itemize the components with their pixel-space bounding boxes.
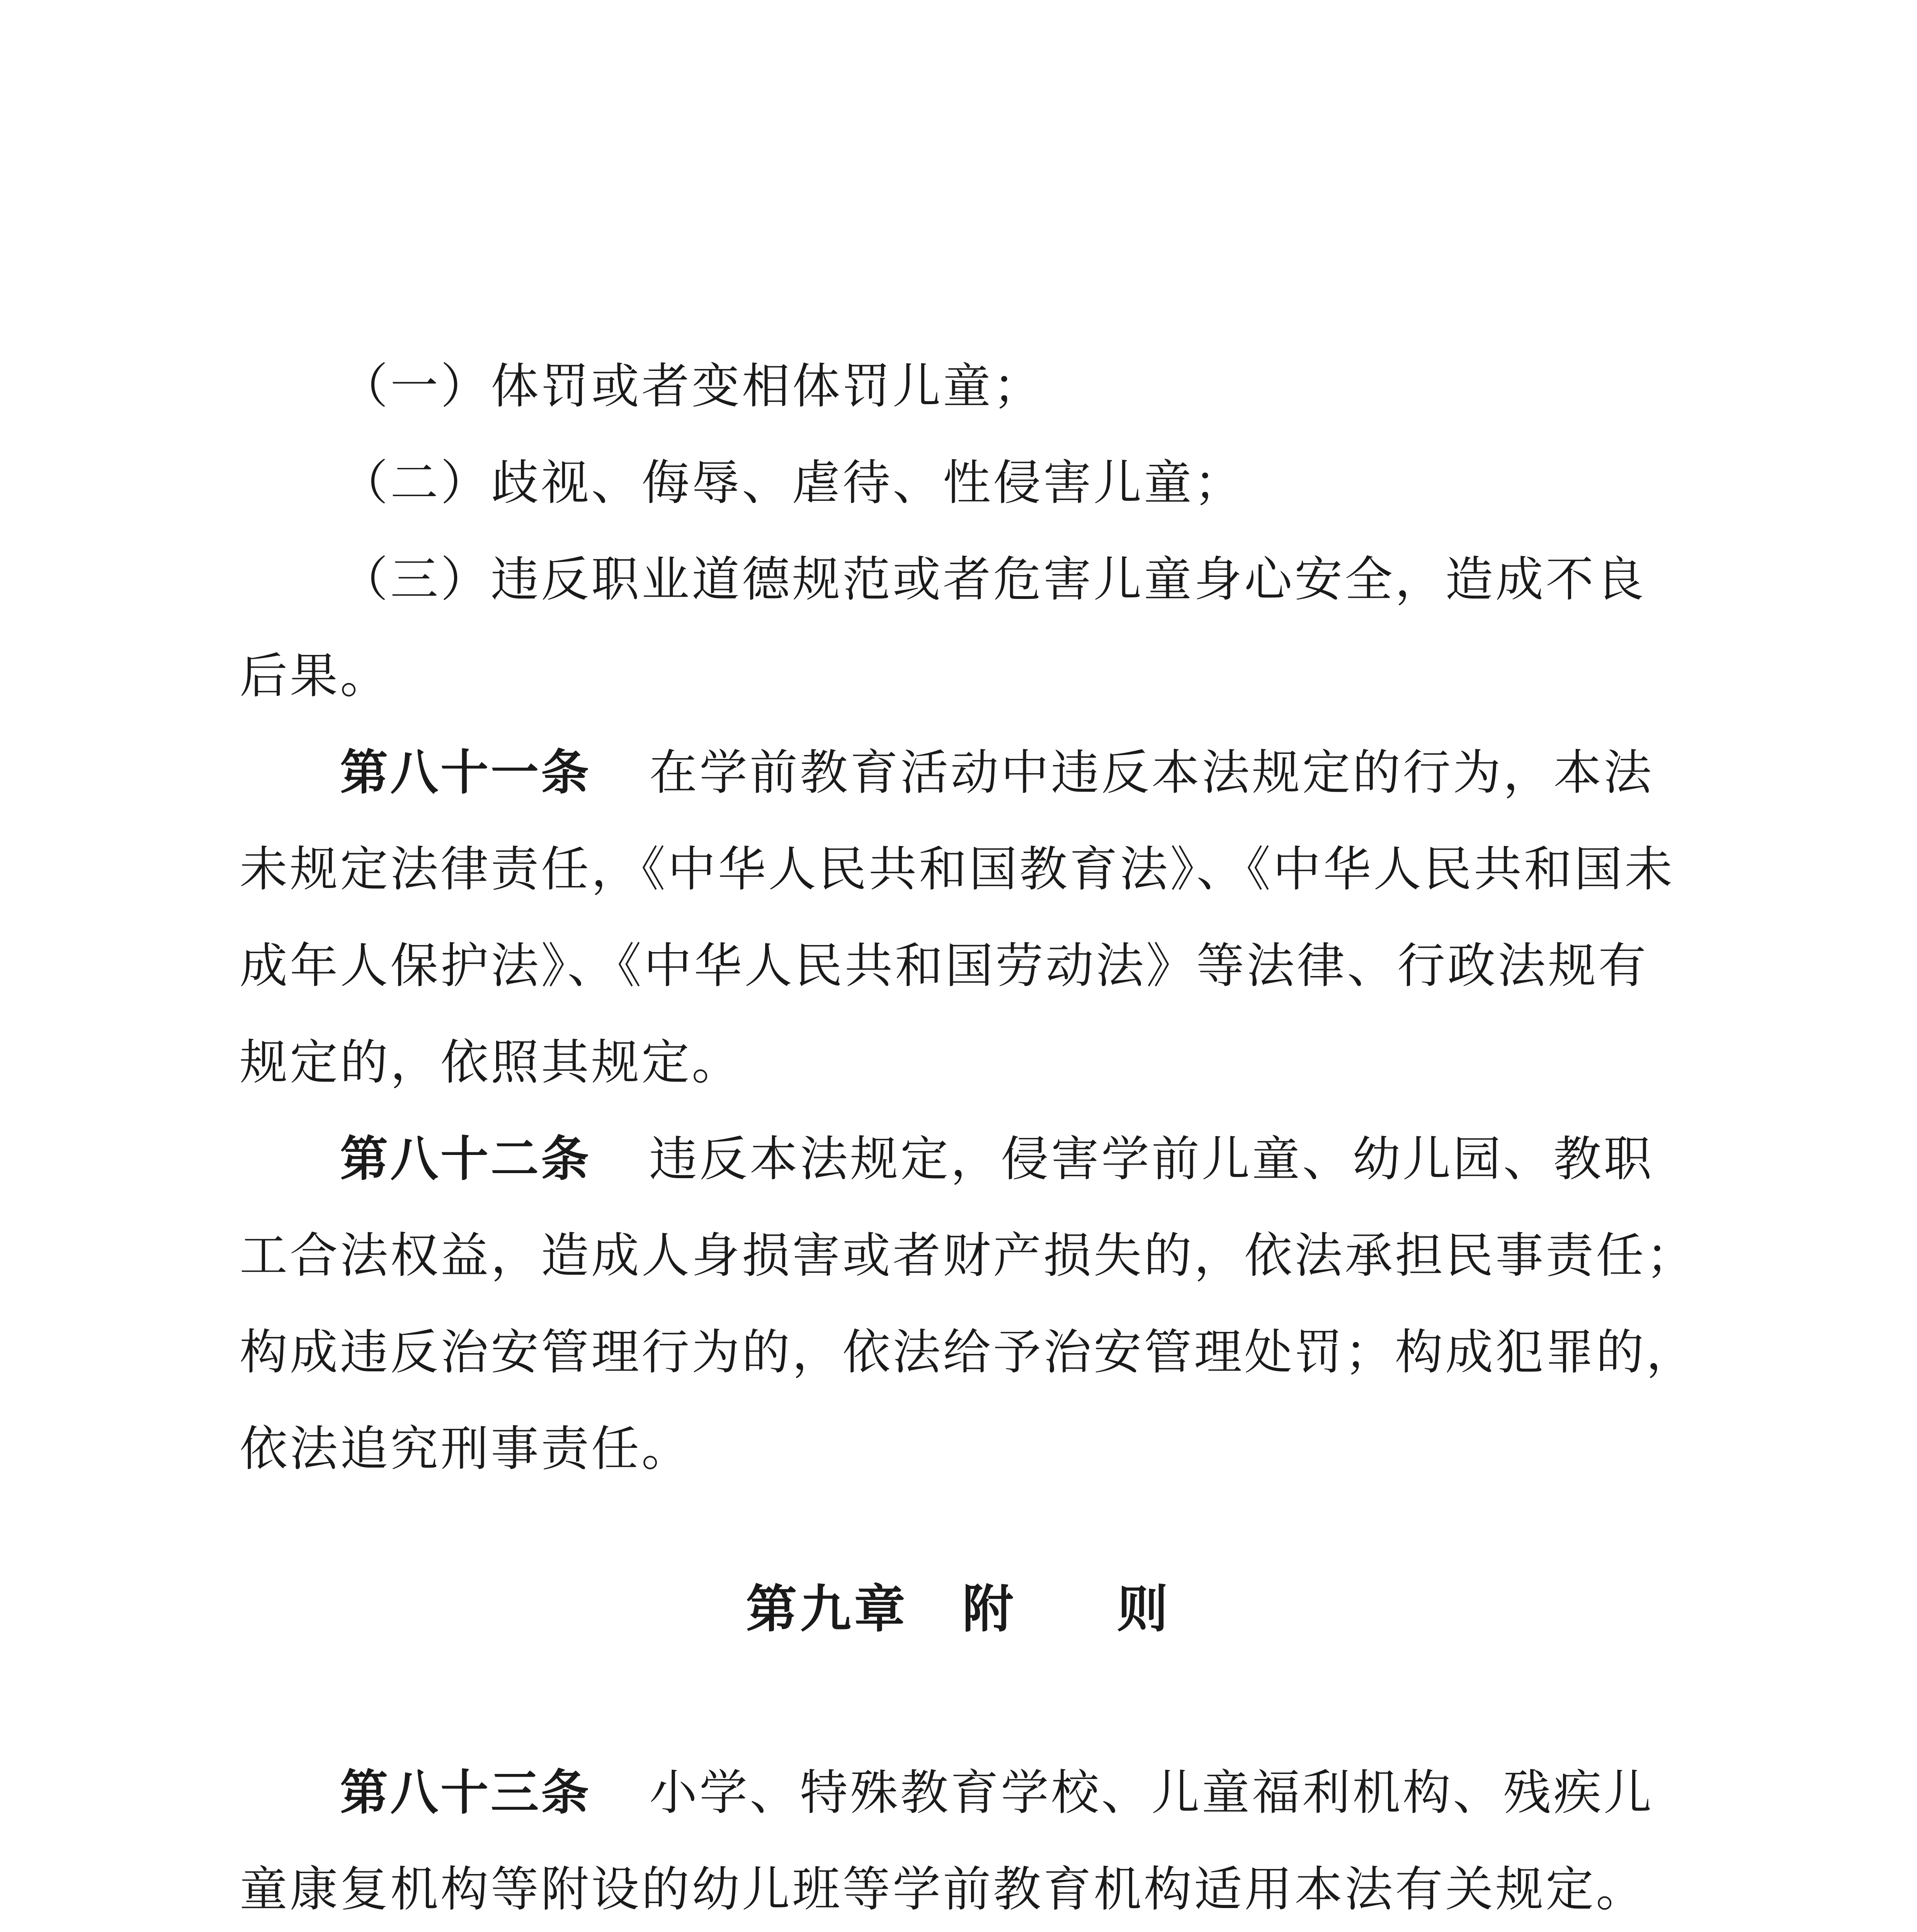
chapter-number: 第九章 (746, 1580, 908, 1639)
article-83-title: 第八十三条 (340, 1765, 592, 1821)
item-3-line-1: （三）违反职业道德规范或者危害儿童身心安全，造成不良 (340, 552, 1647, 607)
item-3-line-2: 后果。 (240, 648, 391, 704)
article-82-text: 违反本法规定，侵害学前儿童、幼儿园、教职 (649, 1131, 1654, 1187)
chapter-title-part-1: 附 (962, 1580, 1017, 1639)
article-81-title: 第八十一条 (340, 745, 592, 801)
article-82-line-1 (340, 1132, 1801, 1186)
article-82-title: 第八十二条 (340, 1131, 592, 1187)
article-83-line-1 (340, 1766, 1801, 1820)
article-82-line-2: 工合法权益，造成人身损害或者财产损失的，依法承担民事责任； (240, 1228, 1697, 1284)
article-81-line-4: 规定的，依照其规定。 (240, 1035, 742, 1090)
article-82-line-3: 构成违反治安管理行为的，依法给予治安管理处罚；构成犯罪的， (240, 1325, 1697, 1380)
article-81-line-2: 未规定法律责任，《中华人民共和国教育法》、《中华人民共和国未 (240, 842, 1675, 897)
article-83-text: 小学、特殊教育学校、儿童福利机构、残疾儿 (649, 1765, 1654, 1821)
item-1: （一）体罚或者变相体罚儿童； (340, 359, 1044, 414)
chapter-title-part-2: 则 (1117, 1580, 1171, 1639)
article-81-text: 在学前教育活动中违反本法规定的行为，本法 (649, 745, 1654, 801)
article-81-line-1 (340, 746, 1801, 800)
article-81-line-3: 成年人保护法》、《中华人民共和国劳动法》等法律、行政法规有 (240, 938, 1649, 994)
chapter-heading (0, 1580, 1917, 1638)
article-82-line-4: 依法追究刑事责任。 (240, 1421, 692, 1477)
article-83-line-2: 童康复机构等附设的幼儿班等学前教育机构适用本法有关规定。 (240, 1862, 1647, 1917)
item-2: （二）歧视、侮辱、虐待、性侵害儿童； (340, 455, 1245, 511)
